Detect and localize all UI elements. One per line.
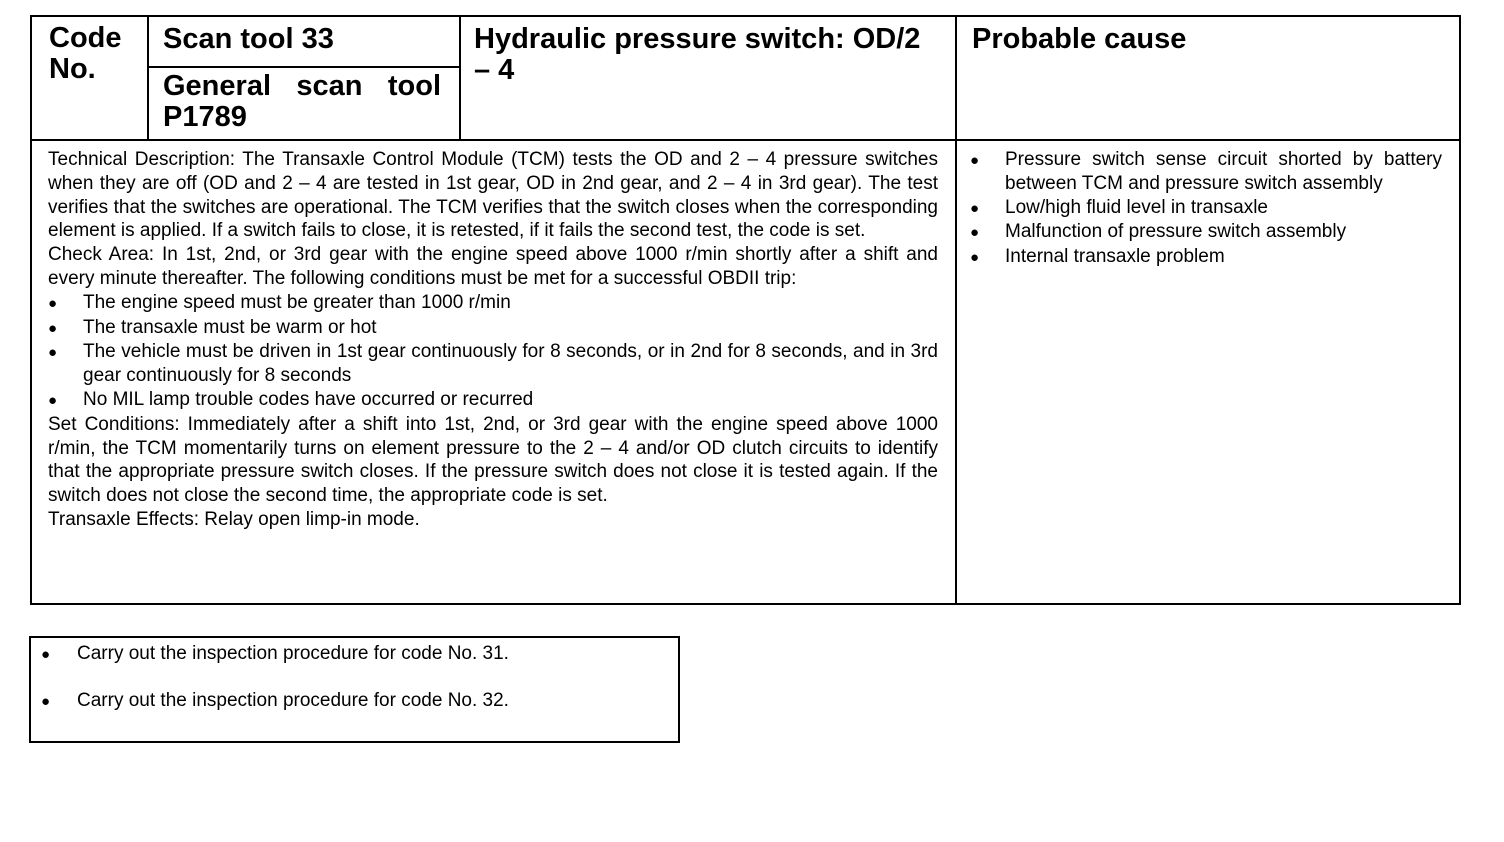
list-item: ● The vehicle must be driven in 1st gear continuously for 8 seconds, or in 2nd for 8 seconds, and in 3rd gear continuously for 8 seconds <box>48 340 938 388</box>
list-item: ● The engine speed must be greater than 1000 r/min <box>48 291 938 316</box>
code-column-divider <box>147 17 149 140</box>
inspection-procedure-box <box>29 636 680 743</box>
scan-tool-divider <box>148 66 460 68</box>
description-cell <box>48 148 938 532</box>
bullet-icon <box>970 196 1005 221</box>
list-item: ● Carry out the inspection procedure for code No. 31. <box>41 643 509 665</box>
bullet-icon <box>48 388 83 413</box>
list-item: ● The transaxle must be warm or hot <box>48 316 938 341</box>
list-item: ● Pressure switch sense circuit shorted by battery between TCM and pressure switch assembly <box>970 148 1442 196</box>
bullet-icon <box>41 690 77 712</box>
set-conditions: Set Conditions: Immediately after a shift into 1st, 2nd, or 3rd gear with the engine speed above 1000 r/min, the TCM momentarily turns on element pressure to the 2 – 4 and/or OD clutch circuits to identify that the appropriate pressure switch closes. If the pressure switch does not close it is tested again. If the switch does not close the second time, the appropriate code is set. <box>48 413 938 507</box>
bullet-icon <box>970 245 1005 270</box>
scan-tool-header: Scan tool 33 <box>163 23 334 55</box>
list-item: ● Malfunction of pressure switch assembly <box>970 220 1442 245</box>
cause-column-divider <box>955 17 957 603</box>
general-scan-tool-cell <box>163 71 441 133</box>
diagnostic-table <box>30 15 1461 605</box>
transaxle-effects: Transaxle Effects: Relay open limp-in mode. <box>48 508 420 530</box>
bullet-icon <box>48 340 83 388</box>
bullet-icon <box>41 643 77 665</box>
probable-cause-header: Probable cause <box>972 23 1187 55</box>
check-area: Check Area: In 1st, 2nd, or 3rd gear with the engine speed above 1000 r/min shortly after a shift and every minute thereafter. The following conditions must be met for a successful OBDII trip: <box>48 244 938 289</box>
bullet-icon <box>48 291 83 316</box>
list-item: ● No MIL lamp trouble codes have occurred or recurred <box>48 388 938 413</box>
general-scan-tool-label: General scan tool <box>163 70 441 102</box>
scan-column-divider <box>459 17 461 140</box>
probable-cause-cell <box>970 148 1442 270</box>
page-title: Hydraulic pressure switch: OD/2 – 4 <box>474 23 921 86</box>
technical-description: Technical Description: The Transaxle Control Module (TCM) tests the OD and 2 – 4 pressure switches when they are off (OD and 2 – 4 are tested in 1st gear, OD in 2nd gear, and 2 – 4 in 3rd gear). The test verifies that the switches are operational. The TCM verifies that the switch closes when the corresponding element is applied. If a switch fails to close, it is retested, if it fails the second test, the code is set. <box>48 149 938 242</box>
bullet-icon <box>970 148 1005 196</box>
header-divider <box>32 139 1459 141</box>
list-item: ● Low/high fluid level in transaxle <box>970 196 1442 221</box>
list-item: ● Carry out the inspection procedure for code No. 32. <box>41 690 509 712</box>
bullet-icon <box>48 316 83 341</box>
bullet-icon <box>970 220 1005 245</box>
code-no-header: Code No. <box>49 22 122 85</box>
list-item: ● Internal transaxle problem <box>970 245 1442 270</box>
general-scan-tool-code: P1789 <box>163 101 247 133</box>
